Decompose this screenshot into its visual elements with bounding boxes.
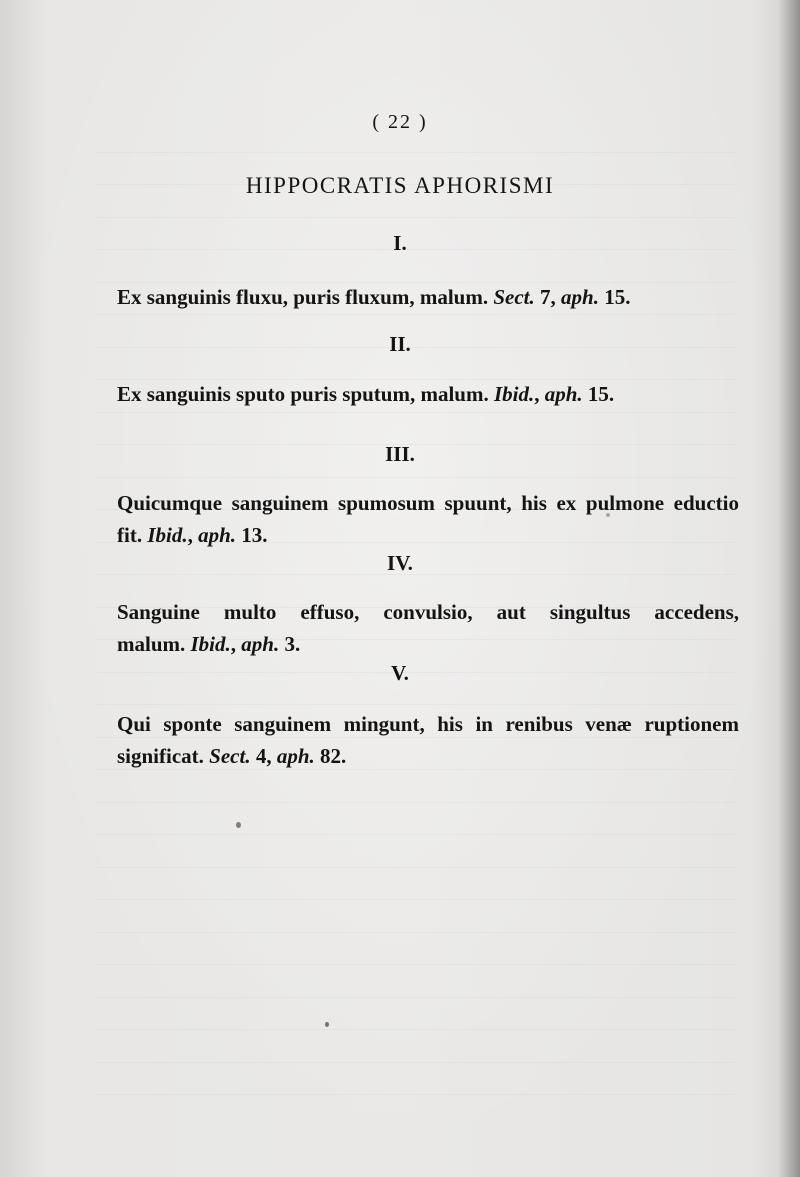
section-ref: Ibid. bbox=[493, 382, 535, 406]
page-title: HIPPOCRATIS APHORISMI bbox=[245, 173, 555, 198]
section-ref: Ibid. bbox=[147, 523, 188, 547]
aphorism-body: Ex sanguinis sputo puris sputum, malum. bbox=[117, 382, 489, 406]
aph-number: 13. bbox=[236, 523, 268, 547]
aph-ref: aph. bbox=[198, 523, 237, 547]
aphorism-numeral-3: III. bbox=[385, 442, 415, 466]
aph-number: 3. bbox=[279, 632, 301, 656]
aph-number: 15. bbox=[598, 285, 631, 309]
aphorism-text-5-line-1: Qui sponte sanguinem mingunt, his in renibus venæ ruptionem bbox=[117, 712, 739, 736]
aphorism-text-4-line-2 bbox=[117, 629, 739, 660]
aphorism-numeral-4: IV. bbox=[387, 551, 413, 575]
ref-separator: , bbox=[187, 523, 199, 547]
aphorism-text-1 bbox=[117, 282, 739, 313]
aphorism-text-3-line-1: Quicumque sanguinem spumosum spuunt, his ex pulmone eductio bbox=[117, 491, 739, 515]
aph-ref: aph. bbox=[276, 744, 315, 768]
aphorism-numeral-2: II. bbox=[389, 332, 411, 356]
aph-ref: aph. bbox=[561, 285, 599, 309]
aphorism-body: fit. bbox=[117, 523, 143, 547]
aph-number: 82. bbox=[314, 744, 347, 768]
aphorism-body: malum. bbox=[117, 632, 186, 656]
ink-spot bbox=[325, 1022, 329, 1027]
ref-separator: , bbox=[230, 632, 242, 656]
aphorism-text-2 bbox=[117, 379, 739, 410]
aph-ref: aph. bbox=[241, 632, 280, 656]
aphorism-numeral-5: V. bbox=[391, 661, 409, 685]
aphorism-numeral-1: I. bbox=[393, 231, 407, 255]
ref-separator: , bbox=[534, 382, 545, 406]
section-ref: Sect. bbox=[209, 744, 251, 768]
section-number: 7, bbox=[534, 285, 562, 309]
aph-number: 15. bbox=[582, 382, 615, 406]
aphorism-text-3-line-2 bbox=[117, 520, 739, 551]
page-number: ( 22 ) bbox=[372, 111, 428, 133]
aphorism-body: significat. bbox=[117, 744, 204, 768]
aphorism-text-4-line-1: Sanguine multo effuso, convulsio, aut singultus accedens, bbox=[117, 600, 739, 624]
section-ref: Sect. bbox=[493, 285, 535, 309]
aphorism-body: Ex sanguinis fluxu, puris fluxum, malum. bbox=[117, 285, 489, 309]
section-ref: Ibid. bbox=[190, 632, 231, 656]
aphorism-text-5-line-2 bbox=[117, 741, 739, 772]
aph-ref: aph. bbox=[544, 382, 583, 406]
ink-spot bbox=[236, 822, 241, 828]
section-number: 4, bbox=[250, 744, 277, 768]
